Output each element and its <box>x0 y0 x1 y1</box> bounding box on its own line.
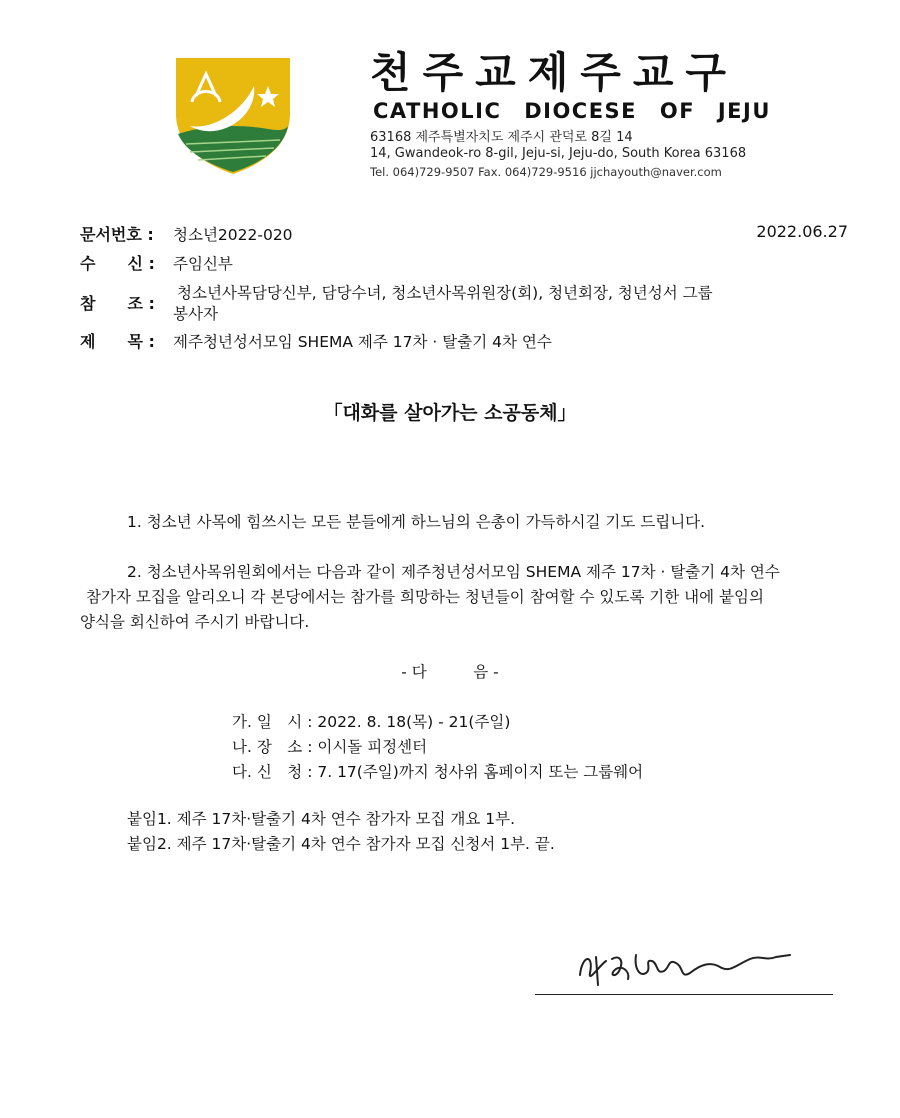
reference-line-2: 봉사자 <box>173 305 218 323</box>
diocese-shield-logo <box>172 56 294 176</box>
item-place: 나. 장 소 : 이시돌 피정센터 <box>232 738 428 756</box>
org-name-korean: 천주교제주교구 <box>370 48 739 97</box>
paragraph-1: 1. 청소년 사목에 힘쓰시는 모든 분들에게 하느님의 은총이 가득하시길 기도 드립니다. <box>127 513 706 531</box>
contact-info: Tel. 064)729-9507 Fax. 064)729-9516 jjchayouth@naver.com <box>370 165 722 179</box>
paragraph-2-line-1: 2. 청소년사목위원회에서는 다음과 같이 제주청년성서모임 SHEMA 제주 17차 · 탈출기 4차 연수 <box>127 563 780 581</box>
paragraph-2-line-3: 양식을 회신하여 주시기 바랍니다. <box>80 613 310 631</box>
document-title: 「대화를 살아가는 소공동체」 <box>323 402 577 424</box>
doc-date: 2022.06.27 <box>756 222 848 241</box>
item-application: 다. 신 청 : 7. 17(주일)까지 청사위 홈페이지 또는 그룹웨어 <box>232 763 644 781</box>
attachment-1: 붙임1. 제주 17차·탈출기 4차 연수 참가자 모집 개요 1부. <box>127 810 515 828</box>
paragraph-2-line-2: 참가자 모집을 알리오니 각 본당에서는 참가를 희망하는 청년들이 참여할 수 있도록 기한 내에 붙임의 <box>86 588 764 606</box>
reference-line-1: 청소년사목담당신부, 담당수녀, 청소년사목위원장(회), 청년회장, 청년성서 그룹 <box>177 284 713 302</box>
item-date: 가. 일 시 : 2022. 8. 18(목) - 21(주일) <box>232 713 511 731</box>
doc-number: 청소년2022-020 <box>173 226 293 244</box>
recipient: 주임신부 <box>173 255 233 273</box>
notice-heading: - 다 음 - <box>401 663 499 681</box>
recipient-label: 수 신 : <box>80 254 155 273</box>
signature-icon <box>560 935 800 995</box>
doc-number-label: 문서번호 : <box>80 225 154 244</box>
subject-label: 제 목 : <box>80 332 155 351</box>
org-name-english: CATHOLIC DIOCESE OF JEJU <box>373 99 771 123</box>
signature-line <box>535 994 833 995</box>
attachment-2: 붙임2. 제주 17차·탈출기 4차 연수 참가자 모집 신청서 1부. 끝. <box>127 835 555 853</box>
address-english: 14, Gwandeok-ro 8-gil, Jeju-si, Jeju-do, South Korea 63168 <box>370 146 747 161</box>
address-korean: 63168 제주특별자치도 제주시 관덕로 8길 14 <box>370 130 633 145</box>
reference-label: 참 조 : <box>80 294 155 313</box>
subject: 제주청년성서모임 SHEMA 제주 17차 · 탈출기 4차 연수 <box>173 333 552 351</box>
